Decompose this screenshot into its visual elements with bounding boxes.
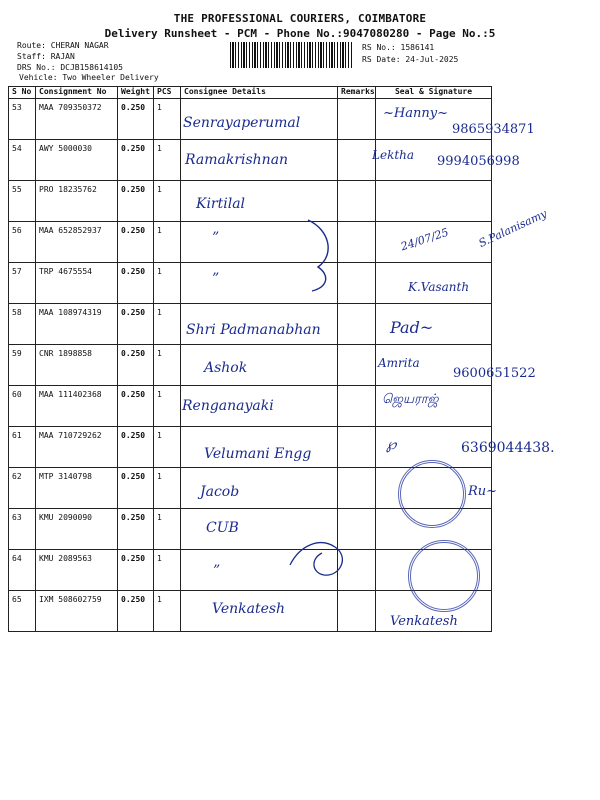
hw-consignee-59: Ashok xyxy=(204,360,248,376)
cell-sno-text: 64 xyxy=(12,554,22,563)
col-consignee: Consignee Details xyxy=(181,87,338,99)
cell-seal-signature xyxy=(376,181,492,222)
barcode-image xyxy=(230,42,353,68)
cell-pcs-text: 1 xyxy=(157,431,162,440)
cell-consignment-no-text: MTP 3140798 xyxy=(39,472,92,481)
cell-consignment-no xyxy=(36,263,118,304)
cell-consignment-no-text: TRP 4675554 xyxy=(39,267,92,276)
cell-consignment-no-text: MAA 108974319 xyxy=(39,308,102,317)
cell-consignment-no-text: MAA 652852937 xyxy=(39,226,102,235)
cell-weight xyxy=(118,304,154,345)
cell-pcs xyxy=(154,550,181,591)
table-row xyxy=(9,181,492,222)
cell-remarks xyxy=(338,181,376,222)
cell-pcs xyxy=(154,345,181,386)
col-weight: Weight xyxy=(118,87,154,99)
cell-pcs xyxy=(154,304,181,345)
cell-consignment-no xyxy=(36,99,118,140)
cell-pcs-text: 1 xyxy=(157,226,162,235)
cell-weight xyxy=(118,591,154,632)
cell-weight-text: 0.250 xyxy=(121,472,146,481)
cell-sno-text: 61 xyxy=(12,431,22,440)
cell-sno-text: 53 xyxy=(12,103,22,112)
cell-weight xyxy=(118,99,154,140)
cell-weight xyxy=(118,427,154,468)
cell-sno-text: 58 xyxy=(12,308,22,317)
cell-weight-text: 0.250 xyxy=(121,390,146,399)
cell-remarks xyxy=(338,140,376,181)
cell-sno-text: 62 xyxy=(12,472,22,481)
signature-62: Ru~ xyxy=(468,484,498,499)
cell-consignment-no-text: KMU 2090090 xyxy=(39,513,92,522)
cell-sno xyxy=(9,222,36,263)
cell-consignment-no-text: MAA 709350372 xyxy=(39,103,102,112)
hw-consignee-60: Renganayaki xyxy=(182,398,274,414)
cell-pcs xyxy=(154,386,181,427)
hw-consignee-62: Jacob xyxy=(200,484,240,500)
cell-consignment-no-text: PRO 18235762 xyxy=(39,185,97,194)
hw-consignee-53: Senrayaperumal xyxy=(183,115,301,131)
cell-consignment-no-text: AWY 5000030 xyxy=(39,144,92,153)
cell-sno-text: 54 xyxy=(12,144,22,153)
cell-sno xyxy=(9,99,36,140)
cell-weight-text: 0.250 xyxy=(121,267,146,276)
cell-weight xyxy=(118,222,154,263)
runsheet-subtitle: Delivery Runsheet - PCM - Phone No.:9047080280 - Page No.:5 xyxy=(104,27,496,40)
cell-sno xyxy=(9,427,36,468)
cell-pcs xyxy=(154,427,181,468)
signature-61: ℘ xyxy=(386,435,397,453)
seal-stamp xyxy=(408,540,480,612)
company-title: THE PROFESSIONAL COURIERS, COIMBATORE xyxy=(173,12,427,25)
cell-consignment-no xyxy=(36,386,118,427)
bracket-scribble xyxy=(300,215,340,295)
cell-consignment-no xyxy=(36,468,118,509)
cell-sno xyxy=(9,304,36,345)
signature-59: Amrita xyxy=(378,356,420,370)
hw-consignee-56: ” xyxy=(212,230,220,246)
cell-consignment-no-text: MAA 710729262 xyxy=(39,431,102,440)
cell-sno-text: 59 xyxy=(12,349,22,358)
cell-consignment-no xyxy=(36,591,118,632)
hw-tamil-60: ஜெயராஜ் xyxy=(382,392,439,407)
hw-name-56: S.Palanisamy xyxy=(476,207,549,250)
cell-sno-text: 65 xyxy=(12,595,22,604)
circle-scribble xyxy=(280,525,360,585)
signature-58: Pad~ xyxy=(390,318,434,337)
cell-sno-text: 63 xyxy=(12,513,22,522)
cell-consignment-no xyxy=(36,181,118,222)
cell-sno-text: 55 xyxy=(12,185,22,194)
cell-consignment-no xyxy=(36,427,118,468)
cell-pcs-text: 1 xyxy=(157,267,162,276)
cell-remarks xyxy=(338,386,376,427)
cell-consignment-no xyxy=(36,222,118,263)
cell-pcs-text: 1 xyxy=(157,390,162,399)
cell-pcs-text: 1 xyxy=(157,595,162,604)
cell-sno xyxy=(9,386,36,427)
cell-consignment-no xyxy=(36,304,118,345)
cell-remarks xyxy=(338,427,376,468)
cell-pcs xyxy=(154,140,181,181)
rs-number: RS No.: 1586141 xyxy=(362,43,435,52)
cell-pcs-text: 1 xyxy=(157,472,162,481)
cell-remarks xyxy=(338,304,376,345)
hw-date-56: 24/07/25 xyxy=(399,225,451,254)
cell-sno xyxy=(9,468,36,509)
seal-stamp xyxy=(398,460,466,528)
cell-pcs xyxy=(154,509,181,550)
col-sno: S No xyxy=(9,87,36,99)
cell-pcs xyxy=(154,222,181,263)
hw-consignee-63: CUB xyxy=(206,520,239,536)
hw-name-57: K.Vasanth xyxy=(408,280,470,294)
cell-remarks xyxy=(338,345,376,386)
cell-remarks xyxy=(338,222,376,263)
col-remarks: Remarks xyxy=(338,87,376,99)
cell-weight-text: 0.250 xyxy=(121,103,146,112)
cell-sno xyxy=(9,140,36,181)
cell-pcs-text: 1 xyxy=(157,554,162,563)
cell-consignment-no xyxy=(36,140,118,181)
hw-consignee-64: ” xyxy=(213,563,221,579)
hw-phone-59: 9600651522 xyxy=(453,366,536,381)
hw-consignee-55: Kirtilal xyxy=(196,196,246,212)
cell-weight xyxy=(118,345,154,386)
vehicle-label: Vehicle: Two Wheeler Delivery xyxy=(19,73,159,82)
col-seal-signature: Seal & Signature xyxy=(376,87,492,99)
hw-phone-61: 6369044438. xyxy=(461,440,555,456)
cell-pcs xyxy=(154,99,181,140)
cell-weight-text: 0.250 xyxy=(121,513,146,522)
cell-weight-text: 0.250 xyxy=(121,554,146,563)
cell-consignment-no-text: KMU 2089563 xyxy=(39,554,92,563)
signature-53: ~Hanny~ xyxy=(383,106,448,121)
cell-pcs xyxy=(154,591,181,632)
cell-pcs xyxy=(154,263,181,304)
drs-label: DRS No.: DCJB158614105 xyxy=(17,63,123,72)
cell-sno xyxy=(9,509,36,550)
hw-consignee-65: Venkatesh xyxy=(212,601,286,617)
cell-weight-text: 0.250 xyxy=(121,595,146,604)
cell-weight xyxy=(118,509,154,550)
staff-label: Staff: RAJAN xyxy=(17,52,75,61)
col-consignment: Consignment No xyxy=(36,87,118,99)
cell-sno xyxy=(9,181,36,222)
cell-consignment-no xyxy=(36,509,118,550)
hw-consignee-61: Velumani Engg xyxy=(204,446,312,462)
route-label: Route: CHERAN NAGAR xyxy=(17,41,109,50)
cell-sno-text: 57 xyxy=(12,267,22,276)
cell-pcs-text: 1 xyxy=(157,144,162,153)
col-pcs: PCS xyxy=(154,87,181,99)
cell-weight-text: 0.250 xyxy=(121,226,146,235)
signature-65: Venkatesh xyxy=(390,614,458,629)
cell-sno-text: 60 xyxy=(12,390,22,399)
cell-consignment-no-text: IXM 508602759 xyxy=(39,595,102,604)
cell-sno xyxy=(9,591,36,632)
cell-pcs-text: 1 xyxy=(157,308,162,317)
hw-phone-53: 9865934871 xyxy=(452,122,535,137)
cell-remarks xyxy=(338,591,376,632)
cell-weight xyxy=(118,550,154,591)
cell-weight xyxy=(118,181,154,222)
cell-consignment-no-text: MAA 111402368 xyxy=(39,390,102,399)
cell-weight-text: 0.250 xyxy=(121,144,146,153)
cell-remarks xyxy=(338,468,376,509)
cell-weight-text: 0.250 xyxy=(121,349,146,358)
cell-pcs-text: 1 xyxy=(157,103,162,112)
cell-remarks xyxy=(338,263,376,304)
cell-sno xyxy=(9,550,36,591)
cell-weight-text: 0.250 xyxy=(121,431,146,440)
cell-pcs-text: 1 xyxy=(157,349,162,358)
cell-pcs xyxy=(154,468,181,509)
rs-date: RS Date: 24-Jul-2025 xyxy=(362,55,459,64)
cell-pcs xyxy=(154,181,181,222)
hw-phone-54: 9994056998 xyxy=(437,154,520,169)
cell-remarks xyxy=(338,99,376,140)
cell-weight xyxy=(118,263,154,304)
hw-consignee-54: Ramakrishnan xyxy=(185,152,289,168)
cell-consignment-no xyxy=(36,345,118,386)
cell-weight-text: 0.250 xyxy=(121,308,146,317)
hw-consignee-58: Shri Padmanabhan xyxy=(186,322,321,338)
cell-pcs-text: 1 xyxy=(157,185,162,194)
cell-weight xyxy=(118,386,154,427)
hw-consignee-57: ” xyxy=(212,271,220,287)
cell-weight-text: 0.250 xyxy=(121,185,146,194)
cell-weight xyxy=(118,468,154,509)
signature-54: Lektha xyxy=(372,148,415,162)
cell-consignment-no xyxy=(36,550,118,591)
cell-weight xyxy=(118,140,154,181)
cell-consignment-no-text: CNR 1898858 xyxy=(39,349,92,358)
cell-sno-text: 56 xyxy=(12,226,22,235)
cell-sno xyxy=(9,345,36,386)
cell-sno xyxy=(9,263,36,304)
table-header-row xyxy=(9,87,492,99)
cell-pcs-text: 1 xyxy=(157,513,162,522)
